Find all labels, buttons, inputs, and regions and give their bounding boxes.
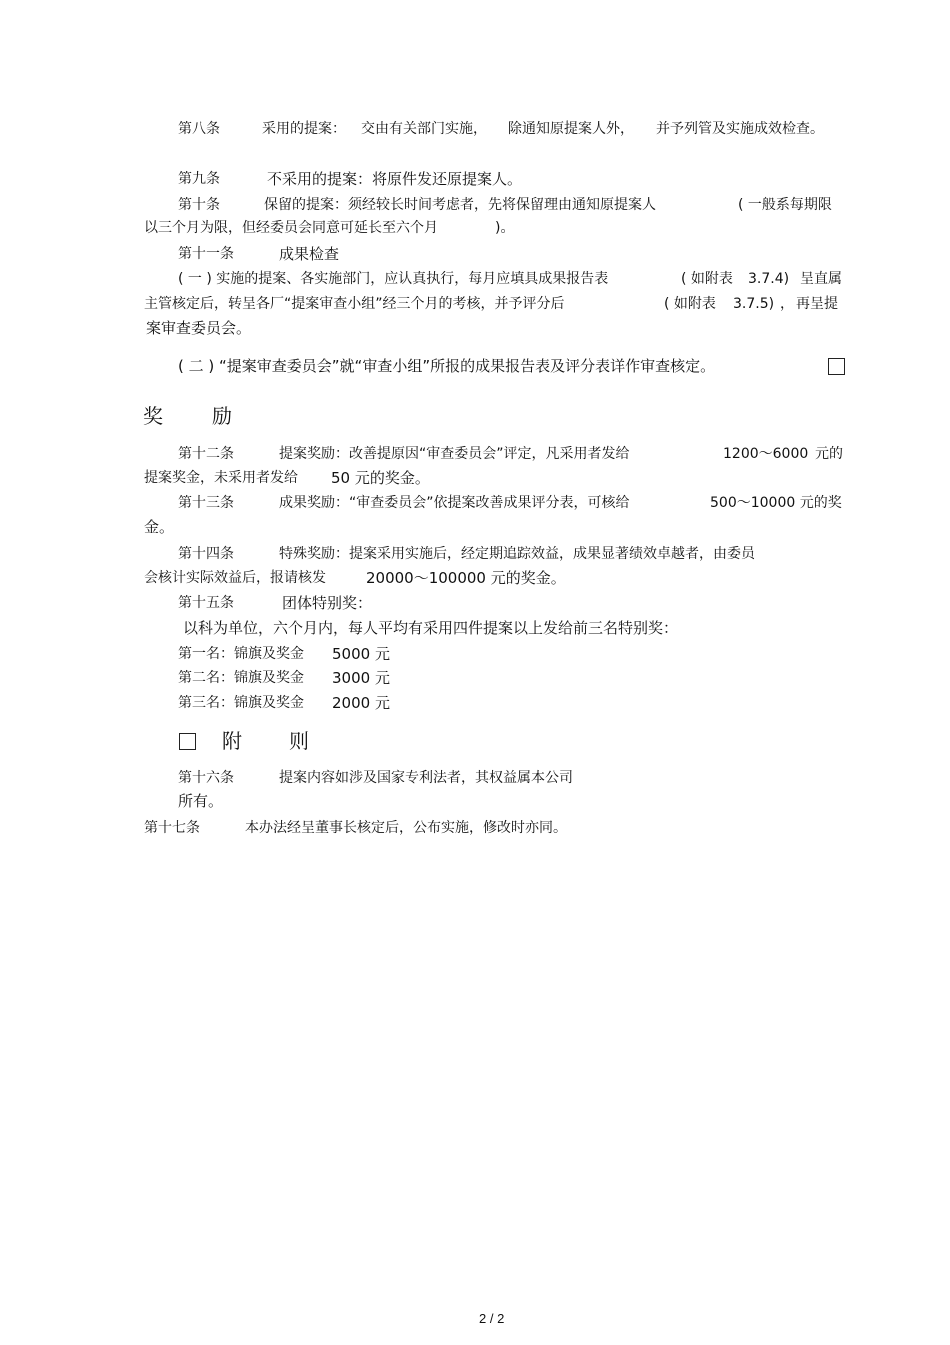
- art16-line2: 所有。: [178, 792, 224, 810]
- art10-line2a: 以三个月为限，但经委员会同意可延长至六个月: [144, 220, 438, 236]
- art8-label: 第八条: [178, 121, 220, 137]
- art12-line2b: 50 元的奖金。: [331, 469, 430, 487]
- art13-text-2: 500～10000 元的奖: [710, 495, 842, 511]
- sub1-line2e: 再呈提: [796, 296, 838, 312]
- prize-rank-1: 第一名：锦旗及奖金: [178, 646, 304, 662]
- prize-rank-2: 第二名：锦旗及奖金: [178, 670, 304, 686]
- art10-text-2: ( 一般系每期限: [738, 197, 832, 213]
- art16-text: 提案内容如涉及国家专利法者，其权益属本公司: [279, 770, 573, 786]
- art16-label: 第十六条: [178, 770, 234, 786]
- art8-text-3: 除通知原提案人外，: [508, 121, 634, 137]
- art8-text-2: 交由有关部门实施，: [361, 121, 487, 137]
- sub1-line1a: ( 一 ) 实施的提案、各实施部门，应认真执行，每月应填具成果报告表: [178, 271, 609, 287]
- art17-label: 第十七条: [144, 820, 200, 836]
- sub1-line2a: 主管核定后，转呈各厂“提案审查小组”经三个月的考核，并予评分后: [144, 296, 565, 312]
- art12-label: 第十二条: [178, 446, 234, 462]
- art14-line2b: 20000～100000 元的奖金。: [366, 569, 566, 587]
- section-heading-appendix-1: 附: [222, 729, 242, 753]
- sub1-line2b: ( 如附表: [664, 296, 716, 312]
- sub1-line1c: 3.7.4): [748, 271, 790, 287]
- art13-line2: 金。: [144, 518, 175, 536]
- art12-line2a: 提案奖金，未采用者发给: [144, 470, 298, 486]
- prize-rank-3: 第三名：锦旗及奖金: [178, 695, 304, 711]
- sub1-line2d: ，: [780, 296, 794, 312]
- art14-text: 特殊奖励：提案采用实施后，经定期追踪效益，成果显著绩效卓越者，由委员: [279, 546, 755, 562]
- art15-text: 团体特别奖：: [282, 594, 373, 612]
- section-heading-appendix-2: 则: [289, 729, 309, 753]
- prize-amount-1: 5000 元: [332, 645, 390, 663]
- art8-text-4: 并予列管及实施成效检查。: [656, 121, 824, 137]
- art14-line2a: 会核计实际效益后，报请核发: [144, 570, 326, 586]
- art15-label: 第十五条: [178, 595, 234, 611]
- art10-label: 第十条: [178, 197, 220, 213]
- sub1-line2c: 3.7.5): [733, 296, 775, 312]
- page-number: 2 / 2: [479, 1311, 505, 1326]
- art12-text-3: 元的: [815, 446, 843, 462]
- sub1-line3: 案审查委员会。: [146, 319, 252, 337]
- art13-text-1: 成果奖励：“审查委员会”依提案改善成果评分表，可核给: [279, 495, 630, 511]
- art10-line2b: )。: [495, 220, 515, 236]
- prize-amount-3: 2000 元: [332, 694, 390, 712]
- checkbox-square: [828, 358, 845, 375]
- art9-label: 第九条: [178, 171, 220, 187]
- art9-text: 不采用的提案：将原件发还原提案人。: [267, 170, 523, 188]
- sub1-line1b: ( 如附表: [681, 271, 733, 287]
- appendix-heading-square: [179, 733, 196, 750]
- art11-label: 第十一条: [178, 246, 234, 262]
- art14-label: 第十四条: [178, 546, 234, 562]
- art11-text: 成果检查: [279, 245, 340, 263]
- prize-amount-2: 3000 元: [332, 669, 390, 687]
- art15-line2: 以科为单位，六个月内，每人平均有采用四件提案以上发给前三名特别奖：: [183, 619, 679, 637]
- art10-text-1: 保留的提案：须经较长时间考虑者，先将保留理由通知原提案人: [264, 197, 656, 213]
- art17-text: 本办法经呈董事长核定后，公布实施，修改时亦同。: [245, 820, 567, 836]
- art12-text-2: 1200～6000: [723, 446, 809, 462]
- art13-label: 第十三条: [178, 495, 234, 511]
- art12-text-1: 提案奖励：改善提原因“审查委员会”评定，凡采用者发给: [279, 446, 630, 462]
- section-heading-reward-2: 励: [212, 404, 232, 428]
- sub1-line1d: 呈直属: [800, 271, 842, 287]
- art8-text-1: 采用的提案：: [262, 121, 346, 137]
- sub2-text: ( 二 ) “提案审查委员会”就“审查小组”所报的成果报告表及评分表详作审查核定。: [178, 357, 716, 375]
- section-heading-reward-1: 奖: [143, 404, 163, 428]
